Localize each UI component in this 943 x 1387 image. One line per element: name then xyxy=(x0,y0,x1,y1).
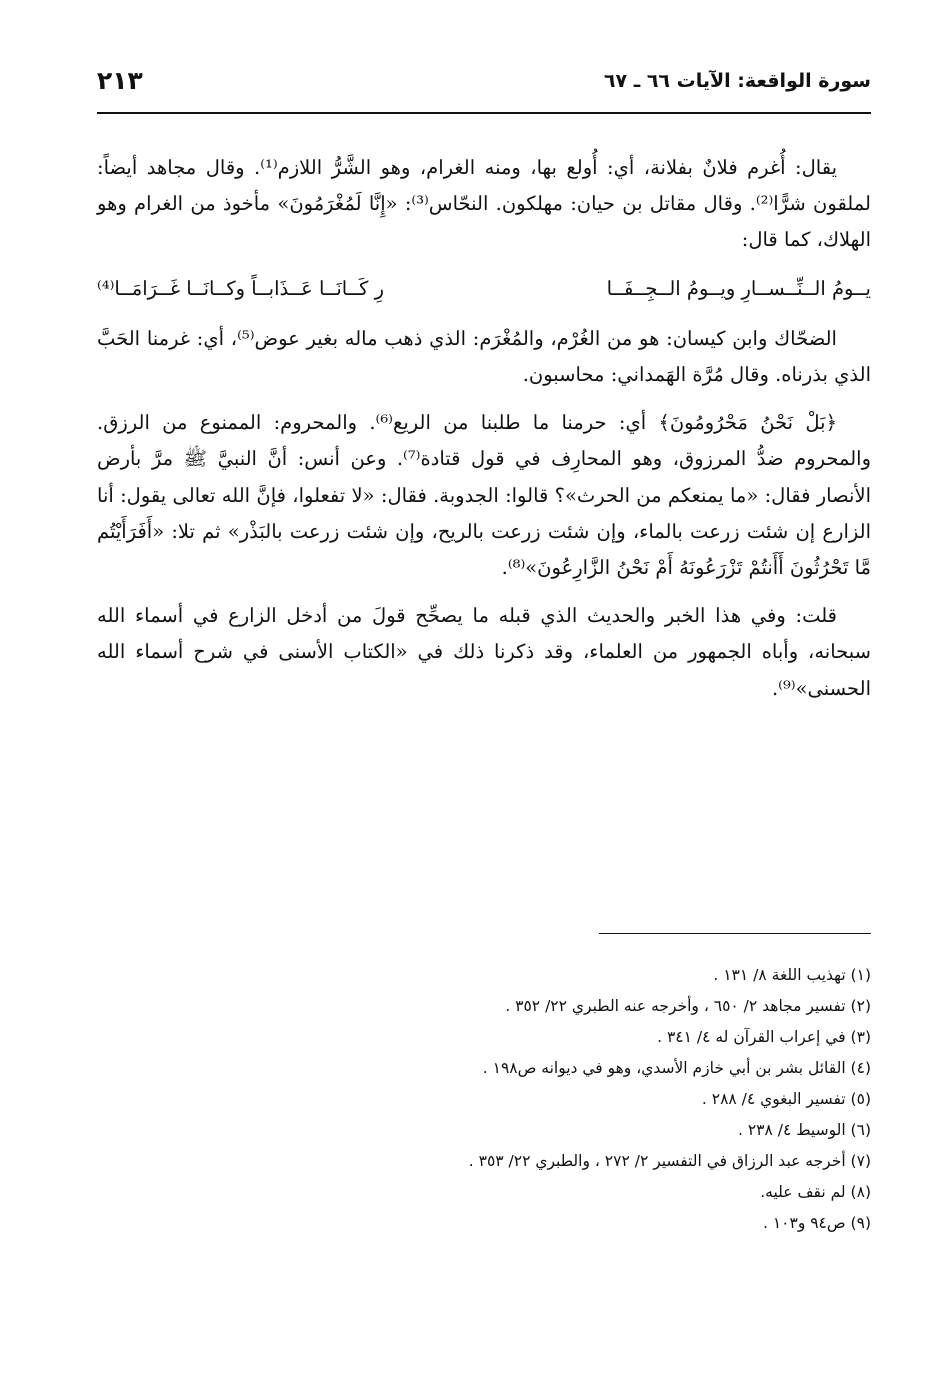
paragraph-2: الضحّاك وابن كيسان: هو من الغُرْم، والمُغْرَم: الذي ذهب ماله بغير عوض⁽⁵⁾، أي: غرمنا الحَبَّ الذي بذرناه. وقال مُرَّة الهَمداني: محاسبون. xyxy=(97,326,871,387)
running-title: سورة الواقعة: الآيات ٦٦ ـ ٦٧ xyxy=(603,70,871,92)
footnote-2: (٢) تفسير مجاهد ٢/ ٦٥٠ ، وأخرجه عنه الطبري ٢٢/ ٣٥٢ . xyxy=(505,997,871,1015)
page-header xyxy=(97,68,871,114)
main-text xyxy=(97,150,871,719)
footnote-8: (٨) لم نقف عليه. xyxy=(760,1183,871,1201)
footnote-1: (١) تهذيب اللغة ٨/ ١٣١ . xyxy=(713,966,871,984)
page-number: ٢١٣ xyxy=(97,66,143,95)
verse-first-hemistich: يــومُ الــنِّــســارِ ويــومُ الــجِــفَــا xyxy=(606,276,871,300)
paragraph-3: ﴿بَلْ نَحْنُ مَحْرُومُونَ﴾ أي: حرمنا ما طلبنا من الريع⁽⁶⁾. والمحروم: الممنوع من الرزق. والمحروم ضدُّ المرزوق، وهو المحارِف في قول قتادة⁽⁷⁾. وعن أنس: أنَّ النبيَّ ﷺ مرَّ بأرض الأنصار فقال: «ما يمنعكم من الحرث»؟ قالوا: الجدوبة. فقال: «لا تفعلوا، فإنَّ الله تعالى يقول: أنا الزارع إن شئت زرعت بالماء، وإن شئت زرعت بالريح، وإن شئت زرعت بالبَذْر» ثم تلا: «أَفَرَأَيْتُم مَّا تَحْرُثُونَ أَأَنتُمْ تَزْرَعُونَهُ أَمْ نَحْنُ الزَّارِعُونَ»⁽⁸⁾. xyxy=(97,411,871,580)
footnote-6: (٦) الوسيط ٤/ ٢٣٨ . xyxy=(737,1121,871,1139)
poetry-verse xyxy=(97,271,871,307)
footnote-9: (٩) ص٩٤ و١٠٣ . xyxy=(762,1214,871,1232)
footnote-5: (٥) تفسير البغوي ٤/ ٢٨٨ . xyxy=(701,1090,871,1108)
footnotes xyxy=(111,960,871,1239)
verse-second-hemistich: رِ كَــانَــا عَــذَابــاً وكــانَــا غَــرَامَــا⁽⁴⁾ xyxy=(97,276,385,300)
footnote-4: (٤) القائل بشر بن أبي خازم الأسدي، وهو في ديوانه ص١٩٨ . xyxy=(482,1059,871,1077)
paragraph-4: قلت: وفي هذا الخبر والحديث الذي قبله ما يصحِّح قولَ من أدخل الزارع في أسماء الله سبحانه، وأباه الجمهور من العلماء، وقد ذكرنا ذلك في «الكتاب الأسنى في شرح أسماء الله الحسنى»⁽⁹⁾. xyxy=(97,604,871,700)
footnote-3: (٣) في إعراب القرآن له ٤/ ٣٤١ . xyxy=(657,1028,871,1046)
footnote-7: (٧) أخرجه عبد الرزاق في التفسير ٢/ ٢٧٢ ، والطبري ٢٢/ ٣٥٣ . xyxy=(468,1152,871,1170)
header-rule xyxy=(97,112,871,114)
footnote-separator xyxy=(599,933,871,934)
paragraph-1: يقال: أُغرم فلانٌ بفلانة، أي: أُولع بها، ومنه الغرام، وهو الشَّرُّ اللازم⁽¹⁾. وقال مجاهد أيضاً: لملقون شرًّا⁽²⁾. وقال مقاتل بن حيان: مهلكون. النحّاس⁽³⁾: «إِنَّا لَمُغْرَمُونَ» مأخوذ من الغرام وهو الهلاك، كما قال: xyxy=(97,156,871,252)
